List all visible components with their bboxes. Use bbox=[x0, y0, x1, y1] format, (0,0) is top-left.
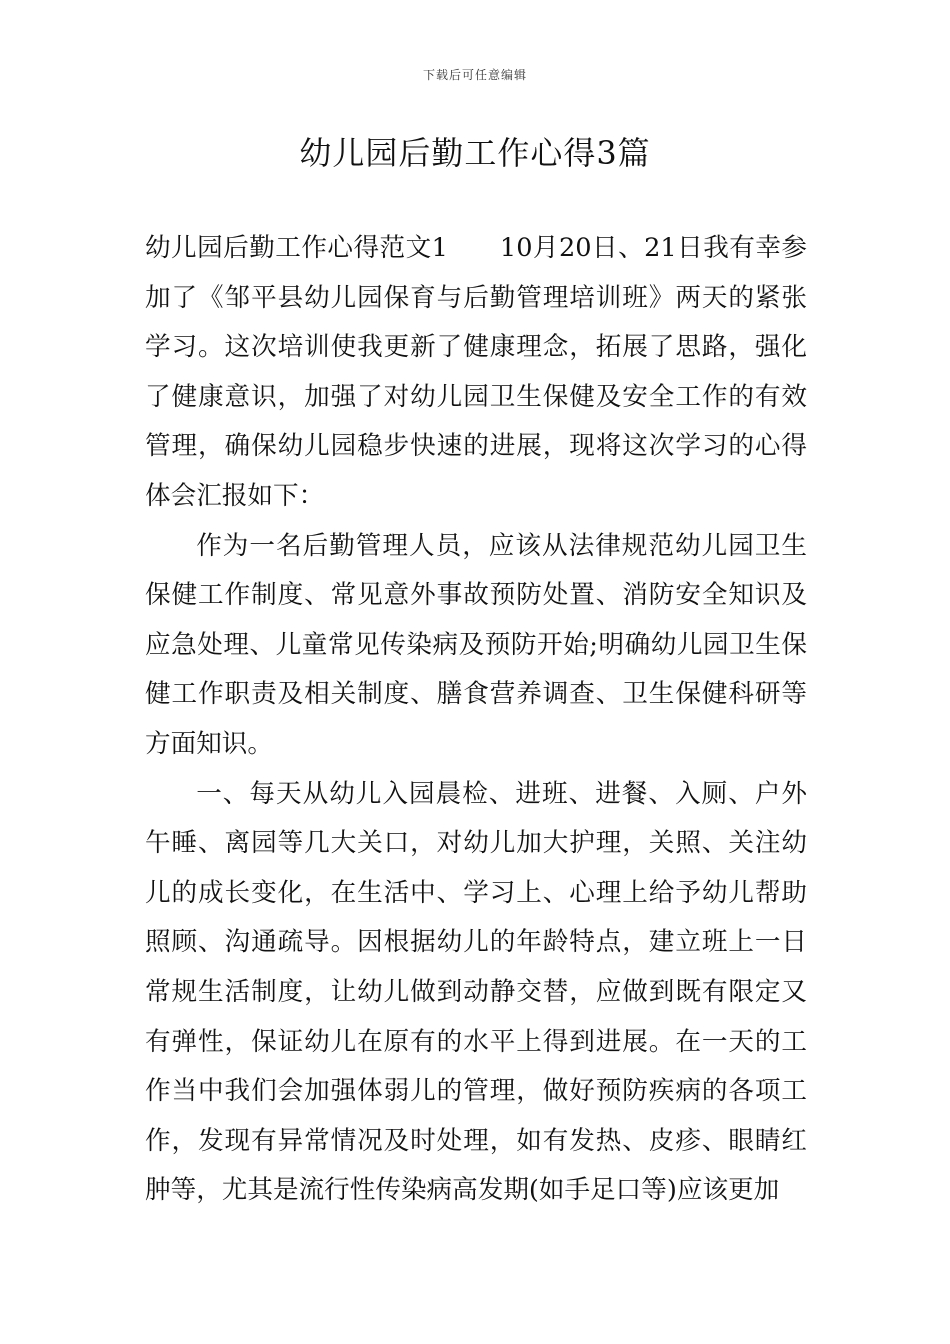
paragraph-2: 作为一名后勤管理人员，应该从法律规范幼儿园卫生保健工作制度、常见意外事故预防处置、消防安全知识及应急处理、儿童常见传染病及预防开始;明确幼儿园卫生保健工作职责及相关制度、膳食营养调查、卫生保健科研等方面知识。 bbox=[145, 530, 807, 759]
document-title: 幼儿园后勤工作心得3篇 bbox=[299, 134, 651, 172]
paragraph-1-text: 10月20日、21日我有幸参加了《邹平县幼儿园保育与后勤管理培训班》两天的紧张学习。这次培训使我更新了健康理念，拓展了思路，强化了健康意识，加强了对幼儿园卫生保健及安全工作的有效管理，确保幼儿园稳步快速的进展，现将这次学习的心得体会汇报如下： bbox=[145, 233, 807, 511]
document-body bbox=[145, 224, 807, 1216]
paragraph-intro bbox=[145, 224, 807, 522]
header-note: 下载后可任意编辑 bbox=[422, 68, 527, 82]
lead-label: 幼儿园后勤工作心得范文1 bbox=[145, 233, 448, 263]
paragraph-3: 一、每天从幼儿入园晨检、进班、进餐、入厕、户外午睡、离园等几大关口，对幼儿加大护理，关照、关注幼儿的成长变化，在生活中、学习上、心理上给予幼儿帮助照顾、沟通疏导。因根据幼儿的年龄特点，建立班上一日常规生活制度，让幼儿做到动静交替，应做到既有限定又有弹性，保证幼儿在原有的水平上得到进展。在一天的工作当中我们会加强体弱儿的管理，做好预防疾病的各项工作，发现有异常情况及时处理，如有发热、皮疹、眼睛红肿等，尤其是流行性传染病高发期(如手足口等)应该更加 bbox=[145, 778, 807, 1206]
